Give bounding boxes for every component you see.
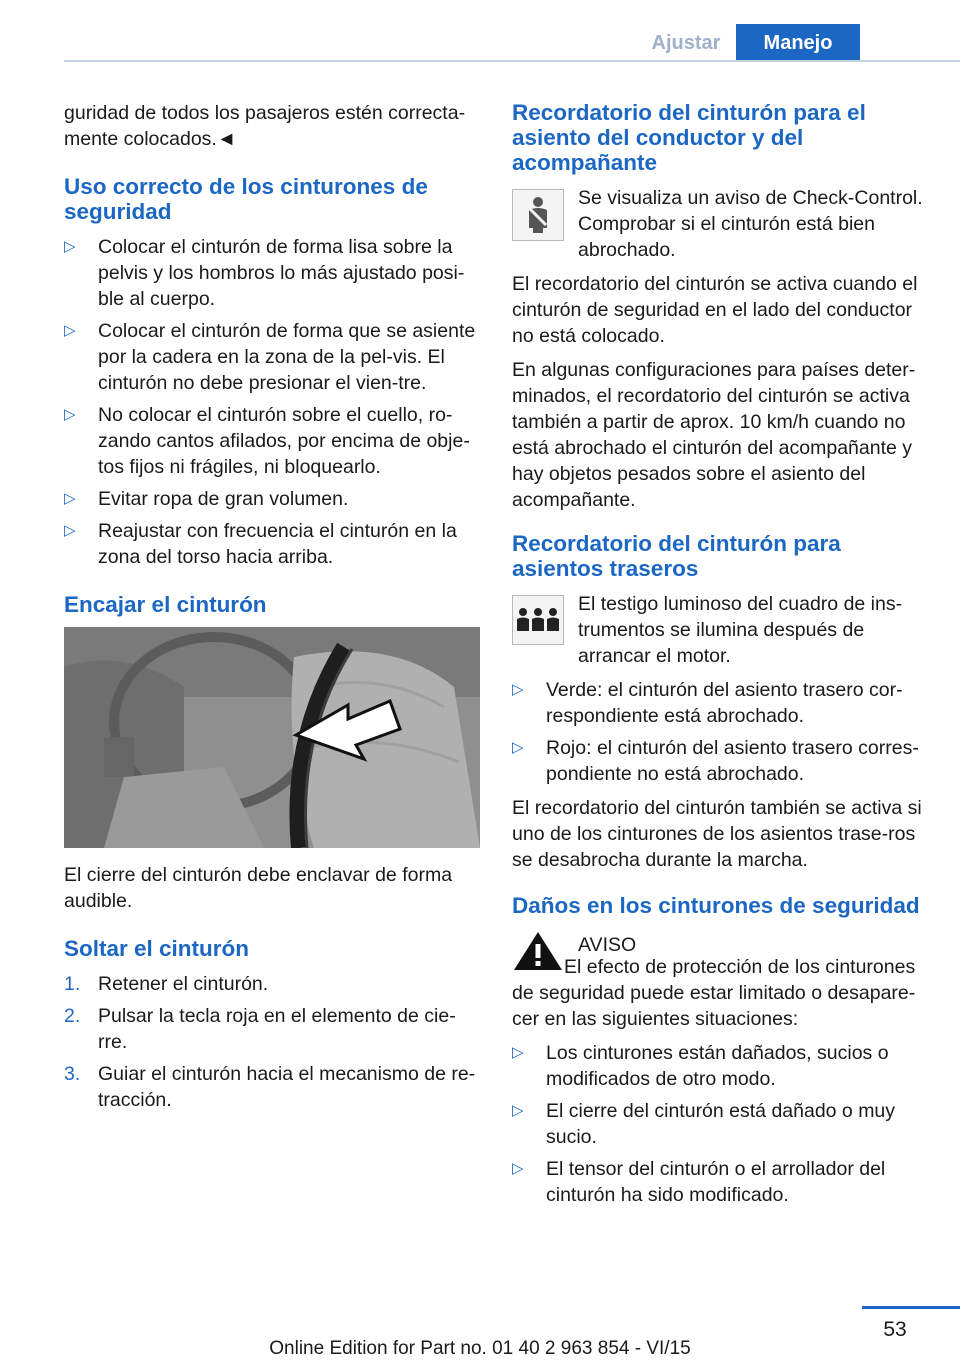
step-item: [64, 1061, 480, 1113]
bullet-triangle-icon: ▷: [64, 490, 76, 507]
rec1-paragraph-1: El recordatorio del cinturón se activa cuando el cinturón de seguridad en el lado del conductor no está colocado.: [512, 273, 918, 347]
list-item-text: El tensor del cinturón o el arrollador del cinturón ha sido modificado.: [546, 1158, 886, 1206]
aviso-label: AVISO: [578, 934, 637, 956]
rear-belt-row: [512, 591, 928, 669]
soltar-steps: [64, 971, 480, 1113]
rear-belt-list: [512, 677, 928, 787]
left-column: [64, 100, 480, 1119]
heading-uso-correcto: Uso correcto de los cinturones de seguridad: [64, 174, 428, 224]
list-item: [512, 1040, 928, 1092]
check-control-text: Se visualiza un aviso de Check-Control. Comprobar si el cinturón está bien abrochado.: [578, 187, 923, 261]
header-divider: [64, 60, 960, 62]
list-item: [512, 735, 928, 787]
uso-list: [64, 234, 480, 570]
list-item-text: Colocar el cinturón de forma lisa sobre la pelvis y los hombros lo más ajustado posi-ble al cuerpo.: [98, 236, 465, 310]
page-number: 53: [883, 1318, 907, 1341]
list-item: [64, 402, 480, 480]
seatbelt-buckle-photo: [64, 627, 480, 848]
check-control-row: [512, 185, 928, 263]
list-item-text: Reajustar con frecuencia el cinturón en la zona del torso hacia arriba.: [98, 520, 457, 568]
seatbelt-warning-icon: [512, 189, 564, 241]
footer-accent-line: [862, 1306, 960, 1309]
bullet-triangle-icon: ▷: [512, 1160, 524, 1177]
right-column: [512, 100, 928, 1216]
step-text: Pulsar la tecla roja en el elemento de cie-rre.: [98, 1005, 456, 1053]
list-item: [64, 518, 480, 570]
list-item: [512, 677, 928, 729]
bullet-triangle-icon: ▷: [512, 1102, 524, 1119]
rear-seatbelt-indicator-icon: [512, 595, 564, 645]
list-item-text: Verde: el cinturón del asiento trasero cor-respondiente está abrochado.: [546, 679, 903, 727]
warning-triangle-icon: [512, 930, 564, 972]
list-item-text: No colocar el cinturón sobre el cuello, ro-zando cantos afilados, por encima de obje-tos fijos ni frágiles, ni bloquearlo.: [98, 404, 470, 478]
bullet-triangle-icon: ▷: [64, 406, 76, 423]
step-text: Retener el cinturón.: [98, 973, 269, 995]
step-number: 2.: [64, 1005, 81, 1027]
list-item: [512, 1156, 928, 1208]
heading-recordatorio-delantero: Recordatorio del cinturón para el asiento del conductor y del acompañante: [512, 100, 866, 175]
encajar-text: El cierre del cinturón debe enclavar de forma audible.: [64, 864, 453, 912]
heading-recordatorio-traseros: Recordatorio del cinturón para asientos traseros: [512, 531, 841, 581]
step-text: Guiar el cinturón hacia el mecanismo de re-tracción.: [98, 1063, 476, 1111]
intro-text: guridad de todos los pasajeros estén correcta-mente colocados.◄: [64, 102, 466, 150]
page-header: [0, 0, 960, 64]
list-item-text: Colocar el cinturón de forma que se asiente por la cadera en la zona de la pel-vis. El cinturón no debe presionar el vien-tre.: [98, 320, 476, 394]
bullet-triangle-icon: ▷: [64, 322, 76, 339]
list-item-text: Los cinturones están dañados, sucios o modificados de otro modo.: [546, 1042, 889, 1090]
step-number: 3.: [64, 1063, 81, 1085]
list-item-text: Rojo: el cinturón del asiento trasero corres-pondiente no está abrochado.: [546, 737, 919, 785]
bullet-triangle-icon: ▷: [64, 238, 76, 255]
bullet-triangle-icon: ▷: [512, 681, 524, 698]
list-item: [64, 318, 480, 396]
list-item: [512, 1098, 928, 1150]
list-item-text: El cierre del cinturón está dañado o muy sucio.: [546, 1100, 896, 1148]
rec1-paragraph-2: En algunas configuraciones para países deter-minados, el recordatorio del cinturón se activa también a partir de aprox. 10 km/h cuando no está abrochado el cinturón del acompañante y hay objetos pesados sobre el asiento del acompañante.: [512, 359, 916, 511]
bullet-triangle-icon: ▷: [512, 1044, 524, 1061]
list-item: [64, 486, 480, 512]
rec2-paragraph: El recordatorio del cinturón también se activa si uno de los cinturones de los asientos trase-ros se desabrocha durante la marcha.: [512, 797, 922, 871]
heading-soltar: Soltar el cinturón: [64, 936, 250, 961]
list-item-text: Evitar ropa de gran volumen.: [98, 488, 349, 510]
heading-encajar: Encajar el cinturón: [64, 592, 267, 617]
edition-footer: Online Edition for Part no. 01 40 2 963 854 - VI/15: [269, 1338, 691, 1359]
step-item: [64, 1003, 480, 1055]
bullet-triangle-icon: ▷: [512, 739, 524, 756]
tab-ajustar[interactable]: Ajustar: [651, 32, 721, 54]
heading-danos: Daños en los cinturones de seguridad: [512, 893, 920, 918]
bullet-triangle-icon: ▷: [64, 522, 76, 539]
rear-belt-text: El testigo luminoso del cuadro de ins-trumentos se ilumina después de arrancar el motor.: [578, 593, 903, 667]
step-item: [64, 971, 480, 997]
step-number: 1.: [64, 973, 81, 995]
danos-list: [512, 1040, 928, 1208]
list-item: [64, 234, 480, 312]
tab-manejo[interactable]: Manejo: [736, 24, 860, 62]
aviso-text: El efecto de protección de los cinturones de seguridad puede estar limitado o desapare-cer en las siguientes situaciones:: [512, 956, 916, 1030]
